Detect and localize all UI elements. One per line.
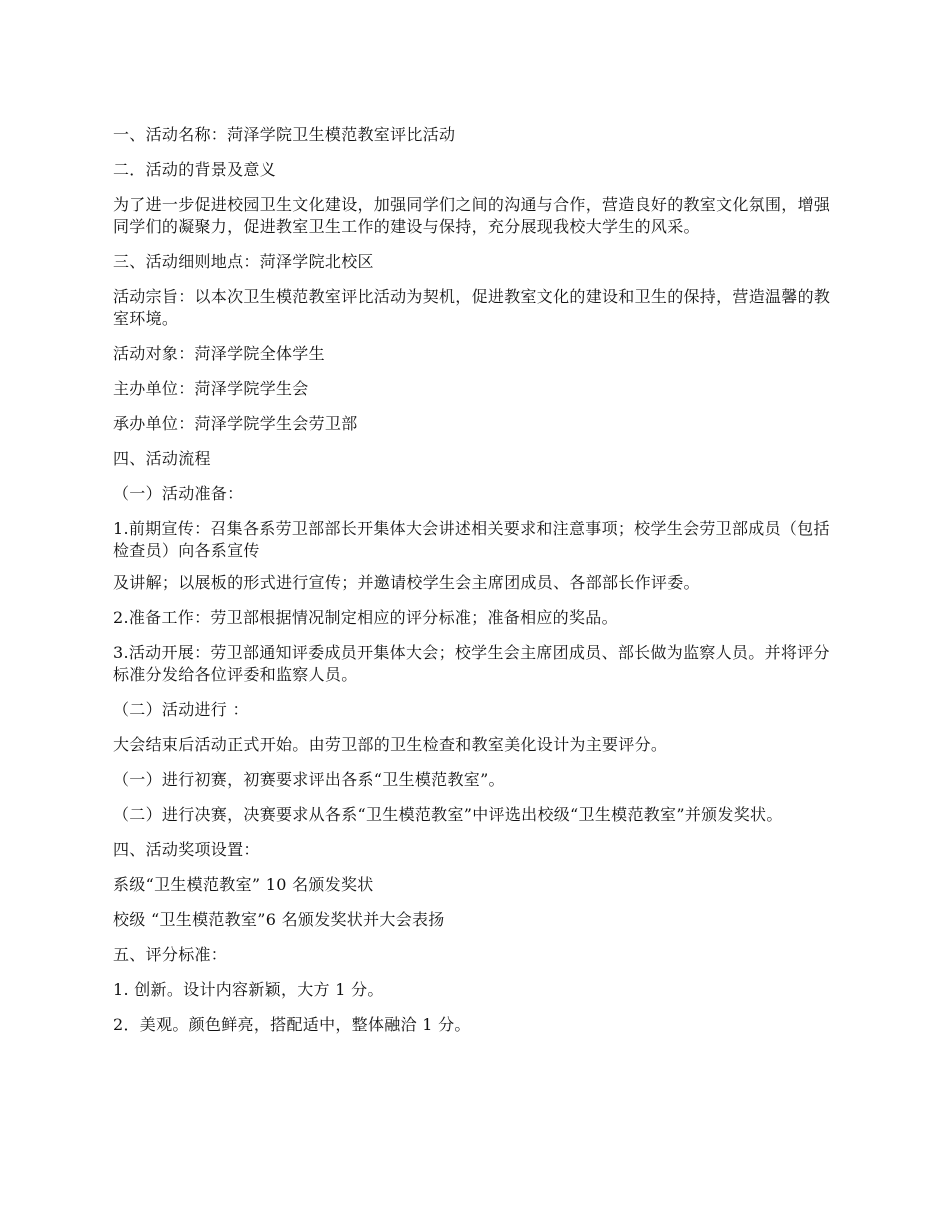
award-department-level: 系级“卫生模范教室” 10 名颁发奖状 — [113, 875, 374, 894]
preliminary-round: （一）进行初赛，初赛要求评出各系“卫生模范教室”。 — [113, 770, 505, 789]
section-title-scoring: 五、评分标准： — [113, 945, 228, 964]
subsection-execution: （二）活动进行 ： — [113, 700, 249, 719]
scoring-innovation: 1. 创新。设计内容新颖，大方 1 分。 — [113, 980, 384, 999]
step-activity-launch: 3.活动开展：劳卫部通知评委成员开集体大会；校学生会主席团成员、部长做为监察人员。并将评分标准分发给各位评委和监察人员。 — [113, 643, 830, 684]
section-title-background: 二．活动的背景及意义 — [113, 160, 277, 179]
activity-target: 活动对象：菏泽学院全体学生 — [113, 344, 325, 363]
activity-purpose: 活动宗旨：以本次卫生模范教室评比活动为契机，促进教室文化的建设和卫生的保持，营造温馨的教室环境。 — [113, 287, 831, 328]
step-publicity-continued: 及讲解；以展板的形式进行宣传；并邀请校学生会主席团成员、各部部长作评委。 — [113, 573, 700, 592]
co-organizer: 承办单位：菏泽学院学生会劳卫部 — [113, 414, 358, 433]
award-school-level: 校级 “卫生模范教室”6 名颁发奖状并大会表扬 — [113, 910, 445, 929]
organizer: 主办单位：菏泽学院学生会 — [113, 379, 309, 398]
subsection-preparation: （一）活动准备： — [113, 484, 244, 503]
execution-description: 大会结束后活动正式开始。由劳卫部的卫生检查和教室美化设计为主要评分。 — [113, 735, 668, 754]
section-title-activity-name: 一、活动名称：菏泽学院卫生模范教室评比活动 — [113, 125, 456, 144]
step-publicity: 1.前期宣传：召集各系劳卫部部长开集体大会讲述相关要求和注意事项；校学生会劳卫部成员（包括检查员）向各系宣传 — [113, 519, 830, 560]
final-round: （二）进行决赛，决赛要求从各系“卫生模范教室”中评选出校级“卫生模范教室”并颁发奖状。 — [113, 805, 783, 824]
section-title-process: 四、活动流程 — [113, 449, 211, 468]
step-preparation-work: 2.准备工作：劳卫部根据情况制定相应的评分标准；准备相应的奖品。 — [113, 608, 618, 627]
section-title-awards: 四、活动奖项设置： — [113, 840, 260, 859]
background-paragraph: 为了进一步促进校园卫生文化建设，加强同学们之间的沟通与合作，营造良好的教室文化氛围，增强同学们的凝聚力，促进教室卫生工作的建设与保持，充分展现我校大学生的风采。 — [113, 195, 831, 236]
section-title-location: 三、活动细则地点：菏泽学院北校区 — [113, 252, 374, 271]
scoring-aesthetics: 2．美观。颜色鲜亮，搭配适中，整体融洽 1 分。 — [113, 1015, 471, 1034]
document-body — [113, 124, 841, 1049]
